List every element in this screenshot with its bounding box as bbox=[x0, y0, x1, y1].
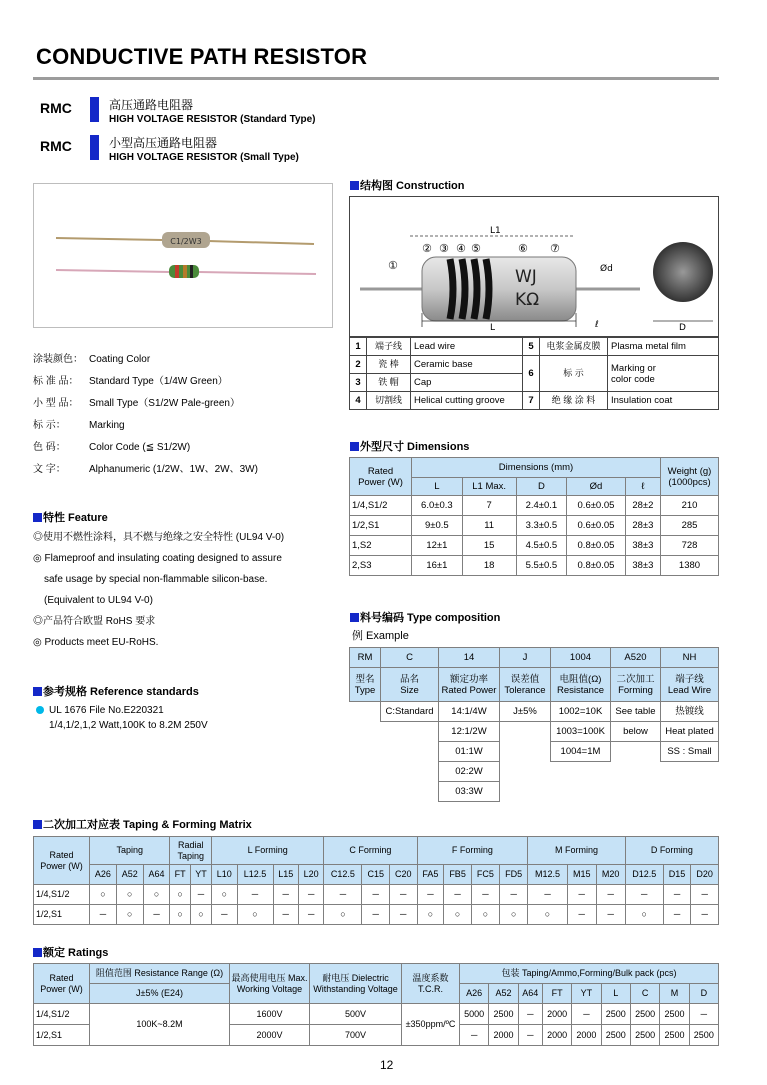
table-cell: ─ bbox=[417, 885, 444, 905]
feature-line: ◎产品符合欧盟 RoHS 要求 bbox=[33, 616, 156, 627]
table-cell: ─ bbox=[143, 905, 170, 925]
table-cell: ○ bbox=[237, 905, 273, 925]
table-cell: A64 bbox=[143, 865, 170, 885]
table-cell: ─ bbox=[444, 885, 472, 905]
table-cell: ─ bbox=[212, 905, 237, 925]
table-cell: 2000 bbox=[572, 1025, 601, 1046]
table-cell: 2500 bbox=[489, 1004, 518, 1025]
table-cell: ─ bbox=[572, 1004, 601, 1025]
table-cell: ─ bbox=[298, 885, 323, 905]
product-en-small: HIGH VOLTAGE RESISTOR (Small Type) bbox=[109, 152, 299, 163]
spec-item: 标 示： Marking bbox=[33, 420, 125, 431]
table-cell: FA5 bbox=[417, 865, 444, 885]
construction-marker bbox=[350, 181, 359, 190]
table-row: 12:1/2W 1003=100K below Heat plated bbox=[350, 722, 719, 742]
table-cell: D12.5 bbox=[625, 865, 663, 885]
table-cell: 2000 bbox=[542, 1025, 571, 1046]
reference-line-2: 1/4,1/2,1,2 Watt,100K to 8.2M 250V bbox=[49, 720, 208, 731]
table-cell: 2000 bbox=[489, 1025, 518, 1046]
table-row: 1/2,S1 9±0.5 11 3.3±0.5 0.6±0.05 28±3 285 bbox=[350, 516, 719, 536]
table-cell: ─ bbox=[90, 905, 117, 925]
table-row: 1,S2 12±1 15 4.5±0.5 0.8±0.05 38±3 728 bbox=[350, 536, 719, 556]
table-cell: ─ bbox=[273, 885, 298, 905]
ratings-marker bbox=[33, 948, 42, 957]
table-cell: ─ bbox=[663, 905, 691, 925]
table-header-row: J±5% (E24) A26 A52 A64 FT YT L C M D bbox=[34, 984, 719, 1004]
table-cell: C bbox=[630, 984, 659, 1004]
dimensions-marker bbox=[350, 442, 359, 451]
table-cell: 2500 bbox=[660, 1004, 689, 1025]
product-bar-small bbox=[90, 135, 99, 160]
table-cell: ○ bbox=[170, 905, 190, 925]
feature-line: safe usage by special non-flammable silicon-base. bbox=[44, 574, 268, 585]
table-row: 2 瓷 棒 Ceramic base 6 标 示 Marking or color code bbox=[350, 356, 719, 374]
spec-item: 色 码： Color Code (≦ S1/2W) bbox=[33, 442, 191, 453]
table-header-row: Rated Power (W) Taping Radial Taping L Forming C Forming F Forming M Forming D Forming bbox=[34, 837, 719, 865]
table-cell: ○ bbox=[500, 905, 528, 925]
table-cell: ─ bbox=[596, 885, 625, 905]
callout-2: ② bbox=[422, 242, 432, 255]
feature-list bbox=[33, 532, 284, 658]
marking-text-2: KΩ bbox=[515, 290, 540, 310]
table-cell: M15 bbox=[567, 865, 596, 885]
product-en-standard: HIGH VOLTAGE RESISTOR (Standard Type) bbox=[109, 114, 316, 125]
spec-item: 文 字： Alphanumeric (1/2W、1W、2W、3W) bbox=[33, 464, 258, 475]
table-cell: M20 bbox=[596, 865, 625, 885]
table-cell: ─ bbox=[471, 885, 499, 905]
product-bar-standard bbox=[90, 97, 99, 122]
table-cell: ─ bbox=[273, 905, 298, 925]
table-cell: ─ bbox=[460, 1025, 489, 1046]
table-header-row: Rated Power (W) Dimensions (mm) Weight (g) (1000pcs) bbox=[350, 458, 719, 478]
table-cell: 5000 bbox=[460, 1004, 489, 1025]
table-cell: ─ bbox=[518, 1025, 542, 1046]
table-cell: ○ bbox=[116, 885, 143, 905]
table-cell: ─ bbox=[567, 905, 596, 925]
table-row: 02:2W bbox=[350, 762, 719, 782]
table-cell: ─ bbox=[689, 1004, 718, 1025]
table-cell: YT bbox=[572, 984, 601, 1004]
table-cell: ○ bbox=[116, 905, 143, 925]
table-row: 1/4,S1/2 ○ ○ ○ ○ ─ ○ ─ ─ ─ ─ ─ ─ ─ ─ ─ ─ ─ ─ ─ ─ ─ ─ bbox=[34, 885, 719, 905]
spec-item: 小 型 品： Small Type（S1/2W Pale-green） bbox=[33, 398, 240, 409]
table-row: 4 切割线 Helical cutting groove 7 绝 缘 涂 料 Insulation coat bbox=[350, 392, 719, 410]
product-code-small: RMC bbox=[40, 138, 72, 154]
table-header-row bbox=[34, 865, 719, 885]
table-header-row: 型名 Type 品名 Size 额定功率 Rated Power 误差值 Tolerance 电阻值(Ω) Resistance 二次加工 Forming 端子线 Lead Wire bbox=[350, 668, 719, 702]
table-cell: ─ bbox=[362, 905, 390, 925]
table-cell: ○ bbox=[528, 905, 568, 925]
spec-list bbox=[33, 354, 258, 486]
table-cell: C20 bbox=[389, 865, 417, 885]
table-cell: ─ bbox=[190, 885, 211, 905]
table-cell: L bbox=[601, 984, 630, 1004]
construction-svg bbox=[350, 197, 718, 336]
type-comp-marker bbox=[350, 613, 359, 622]
table-cell: ─ bbox=[518, 1004, 542, 1025]
table-cell: ─ bbox=[324, 885, 362, 905]
table-cell: 2500 bbox=[601, 1025, 630, 1046]
product-cn-standard: 高压通路电阻器 bbox=[109, 98, 194, 112]
product-cn-small: 小型高压通路电阻器 bbox=[109, 136, 218, 150]
table-cell: A26 bbox=[90, 865, 117, 885]
feature-marker bbox=[33, 513, 42, 522]
table-cell: FB5 bbox=[444, 865, 472, 885]
table-cell: D bbox=[689, 984, 718, 1004]
callout-6: ⑥ bbox=[518, 242, 528, 255]
table-cell: C12.5 bbox=[324, 865, 362, 885]
reference-line-1: UL 1676 File No.E220321 bbox=[36, 705, 164, 717]
table-cell: ─ bbox=[362, 885, 390, 905]
label-l: ℓ bbox=[595, 320, 599, 330]
resistor-photo-art bbox=[34, 184, 332, 327]
table-cell: A64 bbox=[518, 984, 542, 1004]
table-cell: ○ bbox=[143, 885, 170, 905]
table-cell: ─ bbox=[596, 905, 625, 925]
table-cell: A26 bbox=[460, 984, 489, 1004]
page-title: CONDUCTIVE PATH RESISTOR bbox=[36, 44, 368, 69]
table-cell: ─ bbox=[389, 885, 417, 905]
label-D: D bbox=[679, 323, 686, 333]
table-cell: ─ bbox=[528, 885, 568, 905]
table-cell: ○ bbox=[324, 905, 362, 925]
table-cell: D15 bbox=[663, 865, 691, 885]
table-cell: ─ bbox=[389, 905, 417, 925]
construction-diagram bbox=[349, 196, 719, 337]
feature-line: (Equivalent to UL94 V-0) bbox=[44, 595, 153, 606]
table-cell: ─ bbox=[691, 905, 719, 925]
callout-5: ⑤ bbox=[471, 242, 481, 255]
label-L: L bbox=[490, 323, 496, 333]
taping-heading: 二次加工对应表 Taping & Forming Matrix bbox=[33, 819, 252, 832]
table-cell: 2500 bbox=[660, 1025, 689, 1046]
table-row: C:Standard 14:1/4W J±5% 1002=10K See table 热镀线 bbox=[350, 702, 719, 722]
table-cell: FT bbox=[542, 984, 571, 1004]
table-cell: 2500 bbox=[630, 1025, 659, 1046]
table-row: 01:1W 1004=1M SS : Small bbox=[350, 742, 719, 762]
table-cell: ○ bbox=[417, 905, 444, 925]
callout-7: ⑦ bbox=[550, 242, 560, 255]
dimensions-heading: 外型尺寸 Dimensions bbox=[350, 441, 469, 454]
table-header-row: Rated Power (W) 阻值范围 Resistance Range (Ω) 最高使用电压 Max. Working Voltage 耐电压 Dielectric Withstanding Voltage 温度系数 T.C.R. 包装 Taping/Ammo,Forming/Bulk pack (pcs) bbox=[34, 964, 719, 984]
table-row: 1/2,S1 2000V 700V ─ 2000 ─ 2000 2000 2500 2500 2500 2500 bbox=[34, 1025, 719, 1046]
callout-4: ④ bbox=[456, 242, 466, 255]
ratings-heading: 额定 Ratings bbox=[33, 947, 108, 960]
table-cell: ─ bbox=[625, 885, 663, 905]
table-cell: M bbox=[660, 984, 689, 1004]
table-cell: C15 bbox=[362, 865, 390, 885]
table-row: 1/4,S1/2 6.0±0.3 7 2.4±0.1 0.6±0.05 28±2 210 bbox=[350, 496, 719, 516]
table-row: 03:3W bbox=[350, 782, 719, 802]
table-cell: ○ bbox=[190, 905, 211, 925]
reference-marker bbox=[33, 687, 42, 696]
spec-item: 标 准 品： Standard Type（1/4W Green） bbox=[33, 376, 228, 387]
table-row: 2,S3 16±1 18 5.5±0.5 0.8±0.05 38±3 1380 bbox=[350, 556, 719, 576]
table-cell: FC5 bbox=[471, 865, 499, 885]
feature-line: ◎ Products meet EU-RoHS. bbox=[33, 637, 159, 648]
table-cell: A52 bbox=[116, 865, 143, 885]
table-cell: ─ bbox=[567, 885, 596, 905]
ratings-table bbox=[33, 963, 719, 1046]
table-cell: L20 bbox=[298, 865, 323, 885]
table-cell: L10 bbox=[212, 865, 237, 885]
table-cell: 2500 bbox=[630, 1004, 659, 1025]
marking-text-1: WJ bbox=[515, 267, 537, 287]
table-cell: ○ bbox=[444, 905, 472, 925]
table-header-row: RM C 14 J 1004 A520 NH bbox=[350, 648, 719, 668]
feature-line: ◎使用不燃性涂料，具不燃与绝缘之安全特性 (UL94 V-0) bbox=[33, 532, 285, 543]
feature-heading: 特性 Feature bbox=[33, 512, 108, 525]
resistor-print: C1/2W3 bbox=[170, 237, 202, 246]
table-cell: FT bbox=[170, 865, 190, 885]
table-cell: ─ bbox=[500, 885, 528, 905]
table-cell: ─ bbox=[663, 885, 691, 905]
table-cell: ○ bbox=[625, 905, 663, 925]
taping-table bbox=[33, 836, 719, 925]
table-row: 1 端子线 Lead wire 5 电浆金属皮膜 Plasma metal film bbox=[350, 338, 719, 356]
table-cell: ─ bbox=[237, 885, 273, 905]
table-cell: ─ bbox=[298, 905, 323, 925]
table-cell: ─ bbox=[691, 885, 719, 905]
callout-3: ③ bbox=[439, 242, 449, 255]
label-L1: L1 bbox=[490, 226, 501, 236]
construction-parts-table bbox=[349, 337, 719, 410]
label-phi-d: Ød bbox=[600, 264, 613, 274]
type-comp-table bbox=[349, 647, 719, 802]
resistor-photo bbox=[33, 183, 333, 328]
title-rule bbox=[33, 77, 719, 80]
table-row: 1/4,S1/2 100K~8.2M 1600V 500V ±350ppm/ºC 5000 2500 ─ 2000 ─ 2500 2500 2500 ─ bbox=[34, 1004, 719, 1025]
table-cell: A52 bbox=[489, 984, 518, 1004]
table-cell: ○ bbox=[471, 905, 499, 925]
table-cell: ○ bbox=[212, 885, 237, 905]
table-cell: 2500 bbox=[689, 1025, 718, 1046]
feature-line: ◎ Flameproof and insulating coating designed to assure bbox=[33, 553, 282, 564]
table-cell: L15 bbox=[273, 865, 298, 885]
example-label: 例 Example bbox=[352, 630, 409, 642]
product-code-standard: RMC bbox=[40, 100, 72, 116]
table-cell: 2000 bbox=[542, 1004, 571, 1025]
table-row: 1/2,S1 ─ ○ ─ ○ ○ ─ ○ ─ ─ ○ ─ ─ ○ ○ ○ ○ ○ ─ ─ ○ ─ ─ bbox=[34, 905, 719, 925]
table-row: 3 铁 帽 Cap bbox=[350, 374, 719, 392]
taping-marker bbox=[33, 820, 42, 829]
table-cell: L12.5 bbox=[237, 865, 273, 885]
bullet-icon bbox=[36, 706, 44, 714]
table-cell: FD5 bbox=[500, 865, 528, 885]
construction-heading: 结构图 Construction bbox=[350, 180, 465, 193]
table-cell: ○ bbox=[90, 885, 117, 905]
type-comp-heading: 料号编码 Type composition bbox=[350, 612, 500, 625]
table-cell: M12.5 bbox=[528, 865, 568, 885]
table-cell: YT bbox=[190, 865, 211, 885]
dimensions-table bbox=[349, 457, 719, 576]
reference-heading: 参考规格 Reference standards bbox=[33, 686, 199, 699]
page-number: 12 bbox=[380, 1058, 394, 1072]
table-header-row: L L1 Max. D Ød ℓ bbox=[350, 478, 719, 496]
callout-1: ① bbox=[388, 259, 398, 272]
table-cell: 2500 bbox=[601, 1004, 630, 1025]
table-cell: ○ bbox=[170, 885, 190, 905]
spec-item: 涂装颜色： Coating Color bbox=[33, 354, 151, 365]
table-cell: D20 bbox=[691, 865, 719, 885]
